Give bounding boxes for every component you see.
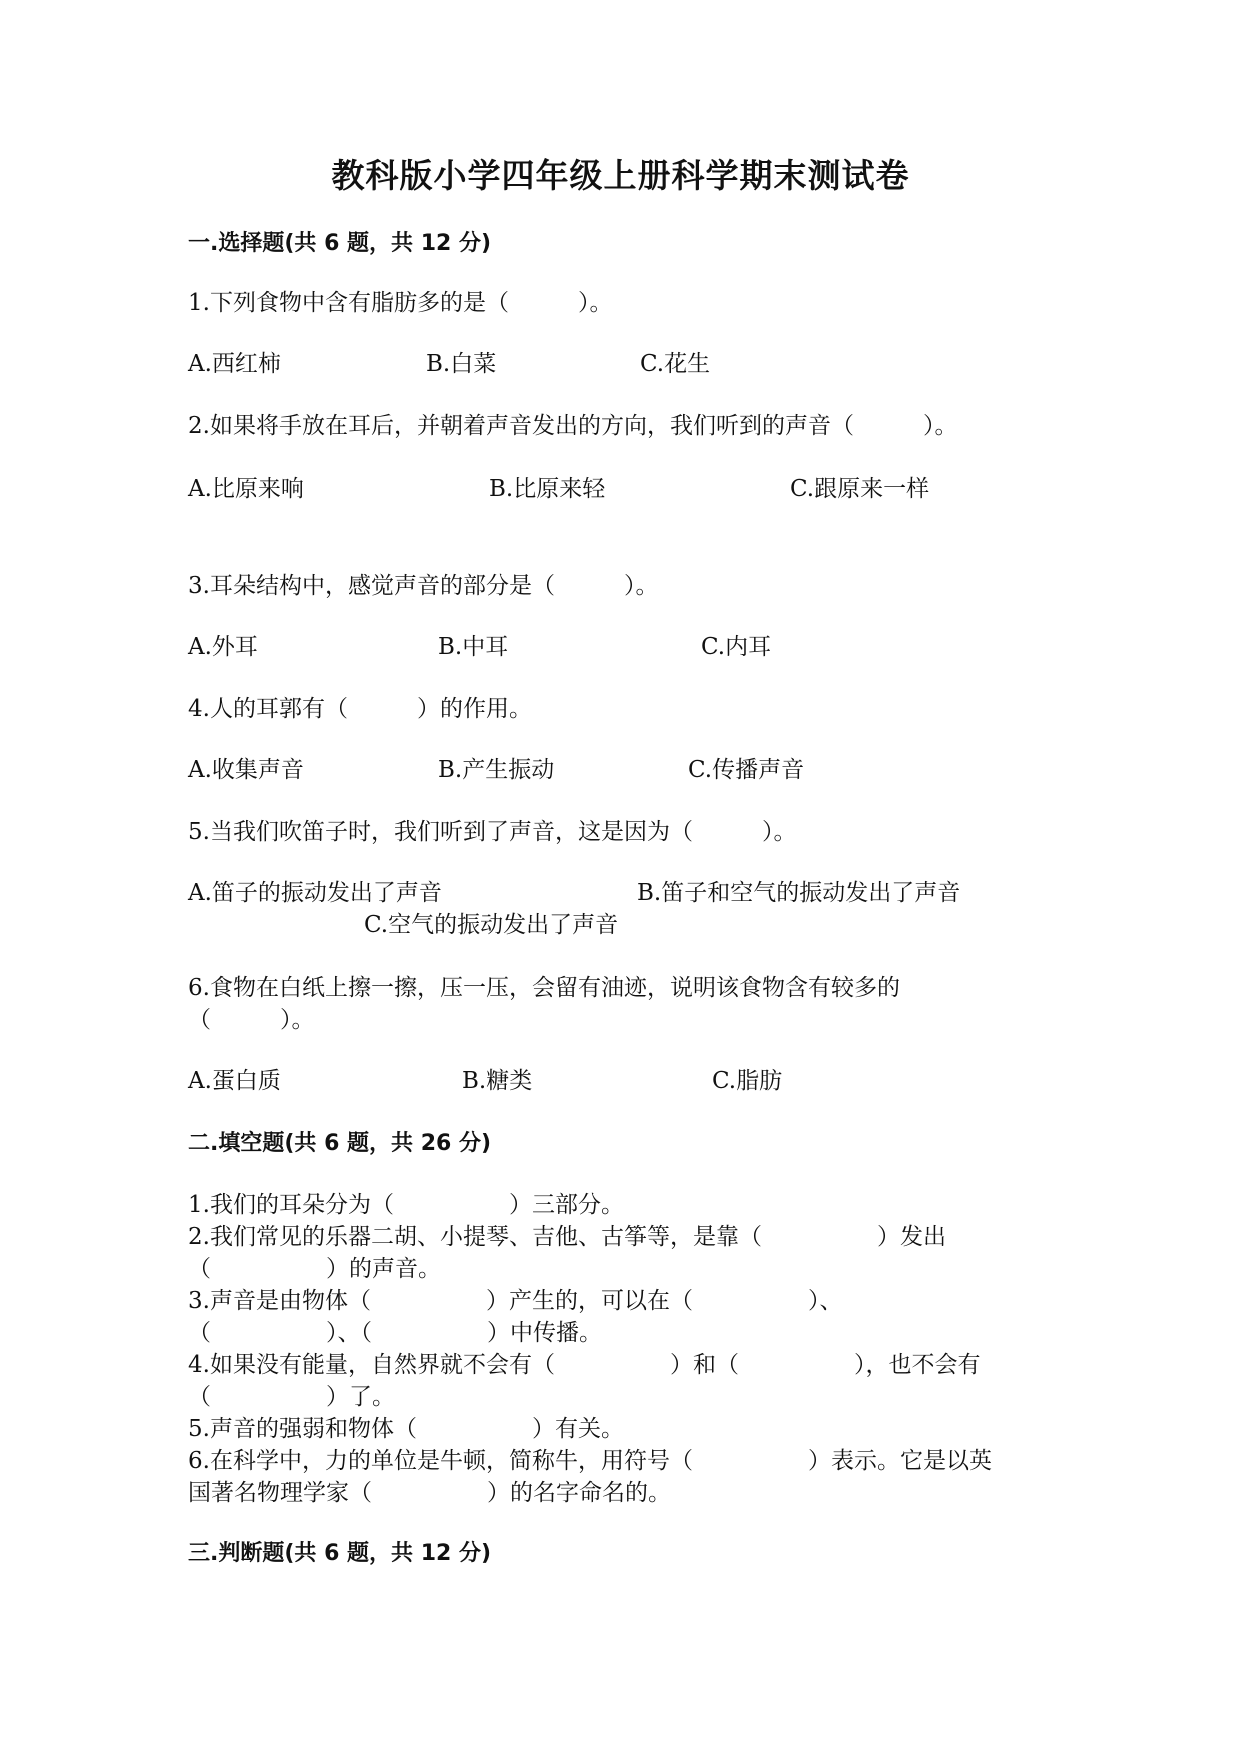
fill-line-7: （ ）了。 xyxy=(188,1384,395,1410)
question-4-option-a: A.收集声音 xyxy=(188,757,304,783)
question-1-stem: 1.下列食物中含有脂肪多的是（ ）。 xyxy=(188,290,613,316)
question-6-option-c: C.脂肪 xyxy=(712,1068,783,1094)
fill-line-6: 4.如果没有能量，自然界就不会有（ ）和（ ），也不会有 xyxy=(188,1352,981,1378)
fill-line-5: （ ）、（ ）中传播。 xyxy=(188,1320,602,1346)
question-6-option-b: B.糖类 xyxy=(462,1068,533,1094)
question-3-option-b: B.中耳 xyxy=(438,634,509,660)
question-6-stem-line1: 6.食物在白纸上擦一擦，压一压，会留有油迹，说明该食物含有较多的 xyxy=(188,975,900,1001)
question-1-option-a: A.西红柿 xyxy=(188,351,281,377)
question-2-option-b: B.比原来轻 xyxy=(489,476,606,502)
question-3-option-a: A.外耳 xyxy=(188,634,258,660)
question-4-stem: 4.人的耳郭有（ ）的作用。 xyxy=(188,696,532,722)
question-3-option-c: C.内耳 xyxy=(701,634,772,660)
question-2-option-a: A.比原来响 xyxy=(188,476,304,502)
section-heading-true-false: 三.判断题(共 6 题，共 12 分) xyxy=(188,1541,492,1566)
fill-line-2: 2.我们常见的乐器二胡、小提琴、吉他、古筝等，是靠（ ）发出 xyxy=(188,1224,946,1250)
section-heading-choice: 一.选择题(共 6 题，共 12 分) xyxy=(188,231,492,256)
question-1-option-c: C.花生 xyxy=(640,351,711,377)
section-heading-fill-blank: 二.填空题(共 6 题，共 26 分) xyxy=(188,1131,492,1156)
exam-title: 教科版小学四年级上册科学期末测试卷 xyxy=(331,156,910,195)
question-4-option-c: C.传播声音 xyxy=(688,757,805,783)
fill-line-8: 5.声音的强弱和物体（ ）有关。 xyxy=(188,1416,624,1442)
question-6-option-a: A.蛋白质 xyxy=(188,1068,281,1094)
fill-line-1: 1.我们的耳朵分为（ ）三部分。 xyxy=(188,1192,624,1218)
question-5-option-a: A.笛子的振动发出了声音 xyxy=(188,880,442,906)
question-4-option-b: B.产生振动 xyxy=(438,757,555,783)
question-5-option-c: C.空气的振动发出了声音 xyxy=(364,912,619,938)
fill-line-3: （ ）的声音。 xyxy=(188,1256,441,1282)
question-1-option-b: B.白菜 xyxy=(426,351,497,377)
question-5-option-b: B.笛子和空气的振动发出了声音 xyxy=(637,880,961,906)
fill-line-4: 3.声音是由物体（ ）产生的，可以在（ ）、 xyxy=(188,1288,843,1314)
question-6-stem-line2: （ ）。 xyxy=(188,1007,315,1033)
fill-line-9: 6.在科学中，力的单位是牛顿，简称牛，用符号（ ）表示。它是以英 xyxy=(188,1448,992,1474)
question-2-stem: 2.如果将手放在耳后，并朝着声音发出的方向，我们听到的声音（ ）。 xyxy=(188,413,958,439)
question-3-stem: 3.耳朵结构中，感觉声音的部分是（ ）。 xyxy=(188,573,659,599)
question-5-stem: 5.当我们吹笛子时，我们听到了声音，这是因为（ ）。 xyxy=(188,819,797,845)
question-2-option-c: C.跟原来一样 xyxy=(790,476,930,502)
fill-line-10: 国著名物理学家（ ）的名字命名的。 xyxy=(188,1480,671,1506)
